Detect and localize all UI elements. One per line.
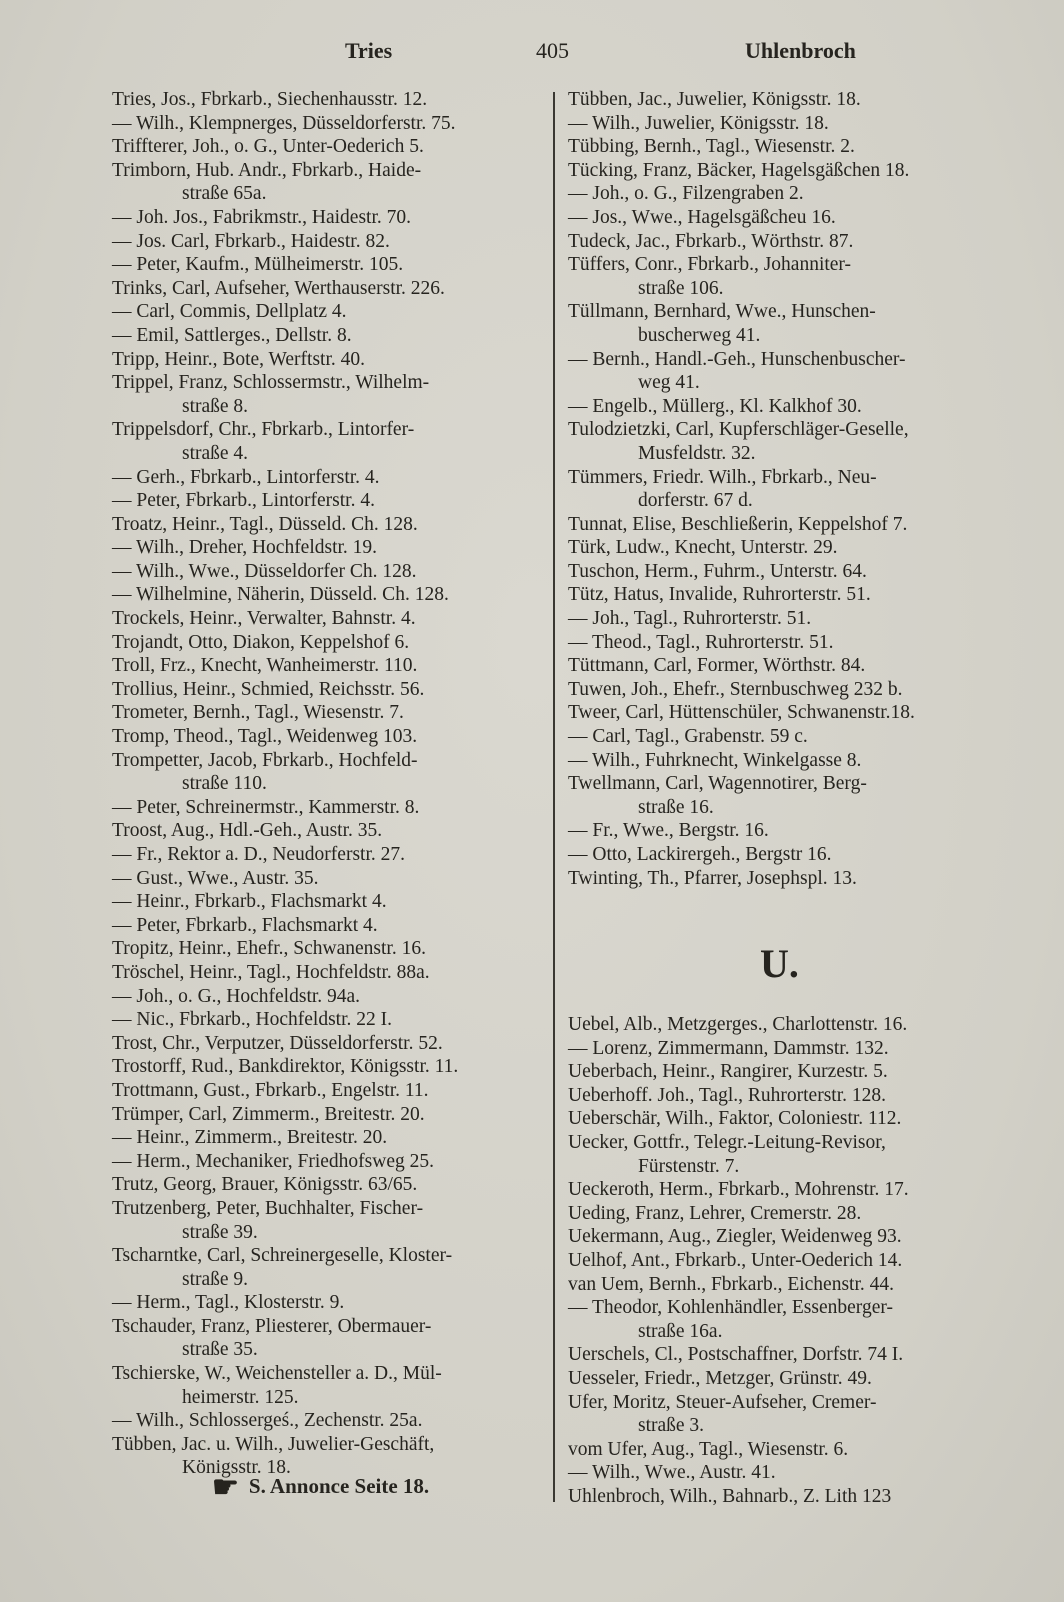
entry-line: Uelhof, Ant., Fbrkarb., Unter-Oederich 14. [568, 1249, 903, 1271]
directory-entry [568, 1367, 1008, 1391]
annonce-text: S. Annonce Seite 18. [248, 1474, 430, 1498]
directory-entry [568, 300, 1008, 347]
entry-line: — Peter, Fbrkarb., Flachsmarkt 4. [112, 914, 378, 936]
directory-entry [568, 701, 1008, 725]
entry-line: — Gerh., Fbrkarb., Lintorferstr. 4. [112, 466, 380, 488]
entry-line: Twellmann, Carl, Wagennotirer, Berg- [568, 773, 867, 795]
entry-line: — Fr., Rektor a. D., Neudorferstr. 27. [112, 844, 405, 865]
directory-entry [112, 536, 552, 560]
entry-line: — Bernh., Handl.-Geh., Hunschenbuscher- [568, 348, 906, 370]
directory-entry [112, 749, 552, 796]
entry-continuation-line: heimerstr. 125. [182, 1386, 299, 1408]
entry-line: — Jos., Wwe., Hagelsgäßcheu 16. [568, 206, 836, 228]
entry-line: Twinting, Th., Pfarrer, Josephspl. 13. [568, 867, 857, 889]
directory-entry [112, 1315, 552, 1362]
directory-entry [568, 583, 1008, 607]
page-number: 405 [536, 38, 569, 63]
entry-line: — Peter, Schreinermstr., Kammerstr. 8. [112, 796, 420, 818]
directory-entry [112, 1103, 552, 1127]
entry-line: Trockels, Heinr., Verwalter, Bahnstr. 4. [112, 608, 416, 630]
entry-line: — Heinr., Fbrkarb., Flachsmarkt 4. [112, 891, 387, 913]
entry-continuation-line: Musfeldstr. 32. [638, 442, 756, 464]
directory-entry [112, 678, 552, 702]
directory-entry [112, 135, 552, 159]
directory-entry [112, 371, 552, 418]
entry-line: Tscharntke, Carl, Schreinergeselle, Kloster- [112, 1245, 453, 1267]
directory-entry [112, 1244, 552, 1291]
directory-entry [568, 88, 1008, 112]
directory-entry [568, 725, 1008, 749]
entry-continuation-line: straße 3. [638, 1415, 705, 1437]
entry-line: Ueckeroth, Herm., Fbrkarb., Mohrenstr. 17. [568, 1179, 909, 1201]
entry-line: — Fr., Wwe., Bergstr. 16. [568, 820, 769, 842]
directory-entry [568, 843, 1008, 867]
directory-entry [568, 1084, 1008, 1108]
directory-entry [112, 725, 552, 749]
entry-continuation-line: dorferstr. 67 d. [638, 490, 753, 512]
directory-entry [568, 513, 1008, 537]
entry-line: Trippel, Franz, Schlossermstr., Wilhelm- [112, 372, 430, 394]
directory-entry [568, 1225, 1008, 1249]
directory-entry [568, 135, 1008, 159]
entry-line: Tschierske, W., Weichensteller a. D., Mül- [112, 1363, 442, 1385]
entry-line: — Carl, Commis, Dellplatz 4. [112, 301, 347, 323]
directory-entry [112, 253, 552, 277]
directory-entry [112, 867, 552, 891]
entry-line: Trompetter, Jacob, Fbrkarb., Hochfeld- [112, 749, 418, 771]
entry-line: — Lorenz, Zimmermann, Dammstr. 132. [568, 1037, 889, 1059]
entry-line: Tübben, Jac. u. Wilh., Juwelier-Geschäft, [112, 1433, 435, 1455]
directory-entry [568, 1296, 1008, 1343]
entry-continuation-line: straße 9. [182, 1268, 249, 1290]
annonce-note [212, 1470, 429, 1505]
directory-entry [112, 607, 552, 631]
entry-continuation-line: straße 16a. [638, 1320, 723, 1342]
directory-entry [112, 1197, 552, 1244]
directory-entry [112, 489, 552, 513]
directory-entry [112, 230, 552, 254]
entry-line: — Carl, Tagl., Grabenstr. 59 c. [568, 726, 808, 748]
directory-entry [568, 182, 1008, 206]
entry-continuation-line: weg 41. [638, 372, 700, 394]
entry-line: Tudeck, Jac., Fbrkarb., Wörthstr. 87. [568, 230, 854, 252]
entry-line: — Heinr., Zimmerm., Breitestr. 20. [112, 1127, 388, 1149]
directory-entry [568, 1438, 1008, 1462]
entry-line: — Wilh., Dreher, Hochfeldstr. 19. [112, 537, 378, 559]
entry-line: — Joh., o. G., Hochfeldstr. 94a. [112, 985, 361, 1007]
directory-entry [568, 1107, 1008, 1131]
entry-line: Ueberhoff. Joh., Tagl., Ruhrorterstr. 128. [568, 1084, 886, 1106]
entry-line: Triffterer, Joh., o. G., Unter-Oederich 5. [112, 136, 424, 158]
directory-entry [112, 583, 552, 607]
entry-line: Uebel, Alb., Metzgerges., Charlottenstr. 16. [568, 1014, 908, 1035]
directory-entry [112, 1409, 552, 1433]
directory-entry [568, 253, 1008, 300]
directory-entry [568, 395, 1008, 419]
directory-entry [568, 1060, 1008, 1084]
left-column [112, 88, 552, 1480]
directory-entry [112, 1008, 552, 1032]
entry-line: — Peter, Fbrkarb., Lintorferstr. 4. [112, 490, 375, 512]
entry-line: Tuschon, Herm., Fuhrm., Unterstr. 64. [568, 560, 867, 582]
directory-entry [112, 418, 552, 465]
running-head-left: Tries [345, 38, 393, 63]
directory-entry [568, 772, 1008, 819]
right-column [568, 88, 1008, 890]
entry-line: Tschauder, Franz, Pliesterer, Obermauer- [112, 1315, 432, 1337]
directory-entry [568, 819, 1008, 843]
entry-line: Trutz, Georg, Brauer, Königsstr. 63/65. [112, 1174, 418, 1196]
entry-line: — Wilh., Schlossergeś., Zechenstr. 25a. [112, 1410, 423, 1432]
entry-continuation-line: straße 106. [638, 277, 724, 299]
entry-line: Tunnat, Elise, Beschließerin, Keppelshof 7. [568, 513, 908, 535]
directory-entry [112, 961, 552, 985]
entry-line: Ueberbach, Heinr., Rangirer, Kurzestr. 5. [568, 1061, 888, 1083]
entry-line: Uecker, Gottfr., Telegr.-Leitung-Revisor, [568, 1131, 886, 1153]
entry-line: — Peter, Kaufm., Mülheimerstr. 105. [112, 254, 404, 276]
entry-line: Tries, Jos., Fbrkarb., Siechenhausstr. 12. [112, 89, 428, 110]
directory-entry [568, 631, 1008, 655]
entry-line: Trümper, Carl, Zimmerm., Breitestr. 20. [112, 1103, 425, 1125]
entry-line: Tuwen, Joh., Ehefr., Sternbuschweg 232 b. [568, 678, 903, 700]
entry-line: Trinks, Carl, Aufseher, Werthauserstr. 226. [112, 277, 445, 299]
entry-line: Trottmann, Gust., Fbrkarb., Engelstr. 11. [112, 1079, 429, 1101]
directory-entry [112, 890, 552, 914]
entry-line: Uesseler, Friedr., Metzger, Grünstr. 49. [568, 1367, 872, 1389]
directory-entry [112, 843, 552, 867]
directory-entry [112, 324, 552, 348]
entry-line: Tütz, Hatus, Invalide, Ruhrorterstr. 51. [568, 584, 871, 606]
directory-entry [568, 560, 1008, 584]
entry-line: — Wilh., Fuhrknecht, Winkelgasse 8. [568, 749, 862, 771]
entry-line: — Wilh., Wwe., Düsseldorfer Ch. 128. [112, 560, 417, 582]
entry-continuation-line: straße 65a. [182, 183, 267, 205]
pointing-hand-icon: ☛ [212, 1471, 239, 1504]
section-heading: U. [760, 941, 799, 986]
entry-line: Uhlenbroch, Wilh., Bahnarb., Z. Lith 123 [568, 1485, 892, 1507]
entry-line: Ueding, Franz, Lehrer, Cremerstr. 28. [568, 1202, 862, 1224]
directory-entry [568, 1202, 1008, 1226]
entry-line: Trost, Chr., Verputzer, Düsseldorferstr. 52. [112, 1032, 443, 1054]
entry-line: Ufer, Moritz, Steuer-Aufseher, Cremer- [568, 1391, 877, 1413]
entry-line: — Jos. Carl, Fbrkarb., Haidestr. 82. [112, 230, 390, 252]
entry-line: — Wilh., Wwe., Austr. 41. [568, 1462, 776, 1484]
entry-continuation-line: straße 4. [182, 442, 249, 464]
entry-line: — Theod., Tagl., Ruhrorterstr. 51. [568, 631, 834, 653]
directory-entry [112, 985, 552, 1009]
entry-line: — Herm., Tagl., Klosterstr. 9. [112, 1292, 345, 1314]
entry-line: Uerschels, Cl., Postschaffner, Dorfstr. 74 I. [568, 1344, 904, 1366]
entry-line: Tulodzietzki, Carl, Kupferschläger-Geselle, [568, 419, 909, 441]
directory-entry [112, 348, 552, 372]
entry-line: — Theodor, Kohlenhändler, Essenberger- [568, 1297, 893, 1319]
directory-entry [112, 513, 552, 537]
entry-line: Tropitz, Heinr., Ehefr., Schwanenstr. 16. [112, 938, 426, 960]
column-divider [553, 92, 555, 1502]
entry-line: — Joh. Jos., Fabrikmstr., Haidestr. 70. [112, 206, 412, 228]
entry-line: — Gust., Wwe., Austr. 35. [112, 867, 319, 889]
entry-line: Tüffers, Conr., Fbrkarb., Johanniter- [568, 254, 852, 276]
directory-entry [112, 112, 552, 136]
entry-line: Troll, Frz., Knecht, Wanheimerstr. 110. [112, 655, 418, 677]
directory-entry [568, 1249, 1008, 1273]
entry-line: Tücking, Franz, Bäcker, Hagelsgäßchen 18. [568, 159, 910, 181]
entry-line: Tüllmann, Bernhard, Wwe., Hunschen- [568, 301, 876, 323]
entry-line: Türk, Ludw., Knecht, Unterstr. 29. [568, 537, 838, 559]
entry-line: Tweer, Carl, Hüttenschüler, Schwanenstr.18. [568, 702, 915, 724]
entry-continuation-line: Königsstr. 18. [182, 1457, 291, 1479]
directory-entry [568, 607, 1008, 631]
entry-continuation-line: straße 8. [182, 395, 249, 417]
entry-line: Uekermann, Aug., Ziegler, Weidenweg 93. [568, 1226, 902, 1248]
entry-line: — Otto, Lackirergeh., Bergstr 16. [568, 844, 832, 865]
directory-entry [568, 348, 1008, 395]
entry-line: Tümmers, Friedr. Wilh., Fbrkarb., Neu- [568, 466, 877, 488]
entry-line: Trostorff, Rud., Bankdirektor, Königsstr. 11. [112, 1056, 459, 1078]
directory-entry [568, 159, 1008, 183]
directory-entry [112, 466, 552, 490]
directory-entry [568, 1131, 1008, 1178]
directory-entry [112, 796, 552, 820]
entry-line: Tromp, Theod., Tagl., Weidenweg 103. [112, 726, 418, 748]
directory-entry [568, 230, 1008, 254]
directory-entry [112, 937, 552, 961]
entry-line: — Engelb., Müllerg., Kl. Kalkhof 30. [568, 395, 862, 417]
entry-line: van Uem, Bernh., Fbrkarb., Eichenstr. 44. [568, 1273, 895, 1295]
entry-line: vom Ufer, Aug., Tagl., Wiesenstr. 6. [568, 1438, 849, 1460]
right-column-u-section [568, 1013, 1008, 1508]
directory-entry [112, 277, 552, 301]
directory-entry [568, 1013, 1008, 1037]
entry-line: Tripp, Heinr., Bote, Werftstr. 40. [112, 348, 366, 370]
entry-line: Troatz, Heinr., Tagl., Düsseld. Ch. 128. [112, 513, 418, 535]
entry-line: — Nic., Fbrkarb., Hochfeldstr. 22 I. [112, 1009, 392, 1031]
directory-entry [112, 159, 552, 206]
directory-entry [112, 1150, 552, 1174]
directory-entry [568, 1178, 1008, 1202]
directory-entry [112, 819, 552, 843]
directory-entry [568, 1461, 1008, 1485]
entry-line: Trometer, Bernh., Tagl., Wiesenstr. 7. [112, 702, 404, 724]
directory-entry [112, 1055, 552, 1079]
directory-entry [568, 466, 1008, 513]
entry-line: Tübbing, Bernh., Tagl., Wiesenstr. 2. [568, 136, 855, 158]
directory-entry [112, 914, 552, 938]
entry-continuation-line: straße 35. [182, 1339, 258, 1361]
entry-line: Trippelsdorf, Chr., Fbrkarb., Lintorfer- [112, 419, 415, 441]
directory-entry [568, 1391, 1008, 1438]
directory-entry [112, 1362, 552, 1409]
entry-continuation-line: straße 39. [182, 1221, 258, 1243]
directory-entry [112, 1126, 552, 1150]
entry-line: — Joh., o. G., Filzengraben 2. [568, 183, 804, 205]
directory-entry [568, 1343, 1008, 1367]
directory-entry [568, 1037, 1008, 1061]
entry-continuation-line: Fürstenstr. 7. [638, 1155, 740, 1177]
entry-line: — Herm., Mechaniker, Friedhofsweg 25. [112, 1150, 434, 1172]
directory-entry [568, 536, 1008, 560]
entry-line: — Wilh., Juwelier, Königsstr. 18. [568, 112, 829, 134]
directory-entry [568, 867, 1008, 891]
entry-line: — Joh., Tagl., Ruhrorterstr. 51. [568, 608, 812, 630]
entry-continuation-line: straße 16. [638, 796, 714, 818]
directory-entry [112, 1079, 552, 1103]
directory-entry [568, 678, 1008, 702]
directory-entry [112, 88, 552, 112]
entry-line: — Wilhelmine, Näherin, Düsseld. Ch. 128. [112, 584, 449, 606]
directory-entry [568, 418, 1008, 465]
entry-line: Troost, Aug., Hdl.-Geh., Austr. 35. [112, 820, 383, 842]
entry-line: — Emil, Sattlerges., Dellstr. 8. [112, 324, 352, 346]
directory-entry [112, 300, 552, 324]
entry-line: — Wilh., Klempnerges, Düsseldorferstr. 75. [112, 112, 456, 134]
directory-entry [112, 701, 552, 725]
directory-entry [112, 654, 552, 678]
entry-line: Tübben, Jac., Juwelier, Königsstr. 18. [568, 89, 861, 110]
directory-entry [112, 560, 552, 584]
running-head-right: Uhlenbroch [745, 38, 856, 63]
directory-entry [568, 1273, 1008, 1297]
entry-line: Trollius, Heinr., Schmied, Reichsstr. 56. [112, 678, 425, 700]
entry-line: Trutzenberg, Peter, Buchhalter, Fischer- [112, 1197, 424, 1219]
entry-line: Tröschel, Heinr., Tagl., Hochfeldstr. 88a. [112, 961, 430, 983]
directory-entry [112, 206, 552, 230]
entry-continuation-line: straße 110. [182, 773, 267, 795]
entry-line: Tüttmann, Carl, Former, Wörthstr. 84. [568, 655, 866, 677]
entry-line: Trojandt, Otto, Diakon, Keppelshof 6. [112, 631, 410, 653]
directory-entry [568, 206, 1008, 230]
directory-entry [112, 1032, 552, 1056]
directory-entry [568, 654, 1008, 678]
entry-line: Ueberschär, Wilh., Faktor, Coloniestr. 112. [568, 1108, 902, 1130]
directory-entry [112, 1173, 552, 1197]
directory-entry [112, 631, 552, 655]
directory-entry [568, 1485, 1008, 1509]
entry-continuation-line: buscherweg 41. [638, 324, 761, 346]
directory-entry [112, 1291, 552, 1315]
directory-entry [568, 112, 1008, 136]
entry-line: Trimborn, Hub. Andr., Fbrkarb., Haide- [112, 159, 422, 181]
directory-entry [568, 749, 1008, 773]
